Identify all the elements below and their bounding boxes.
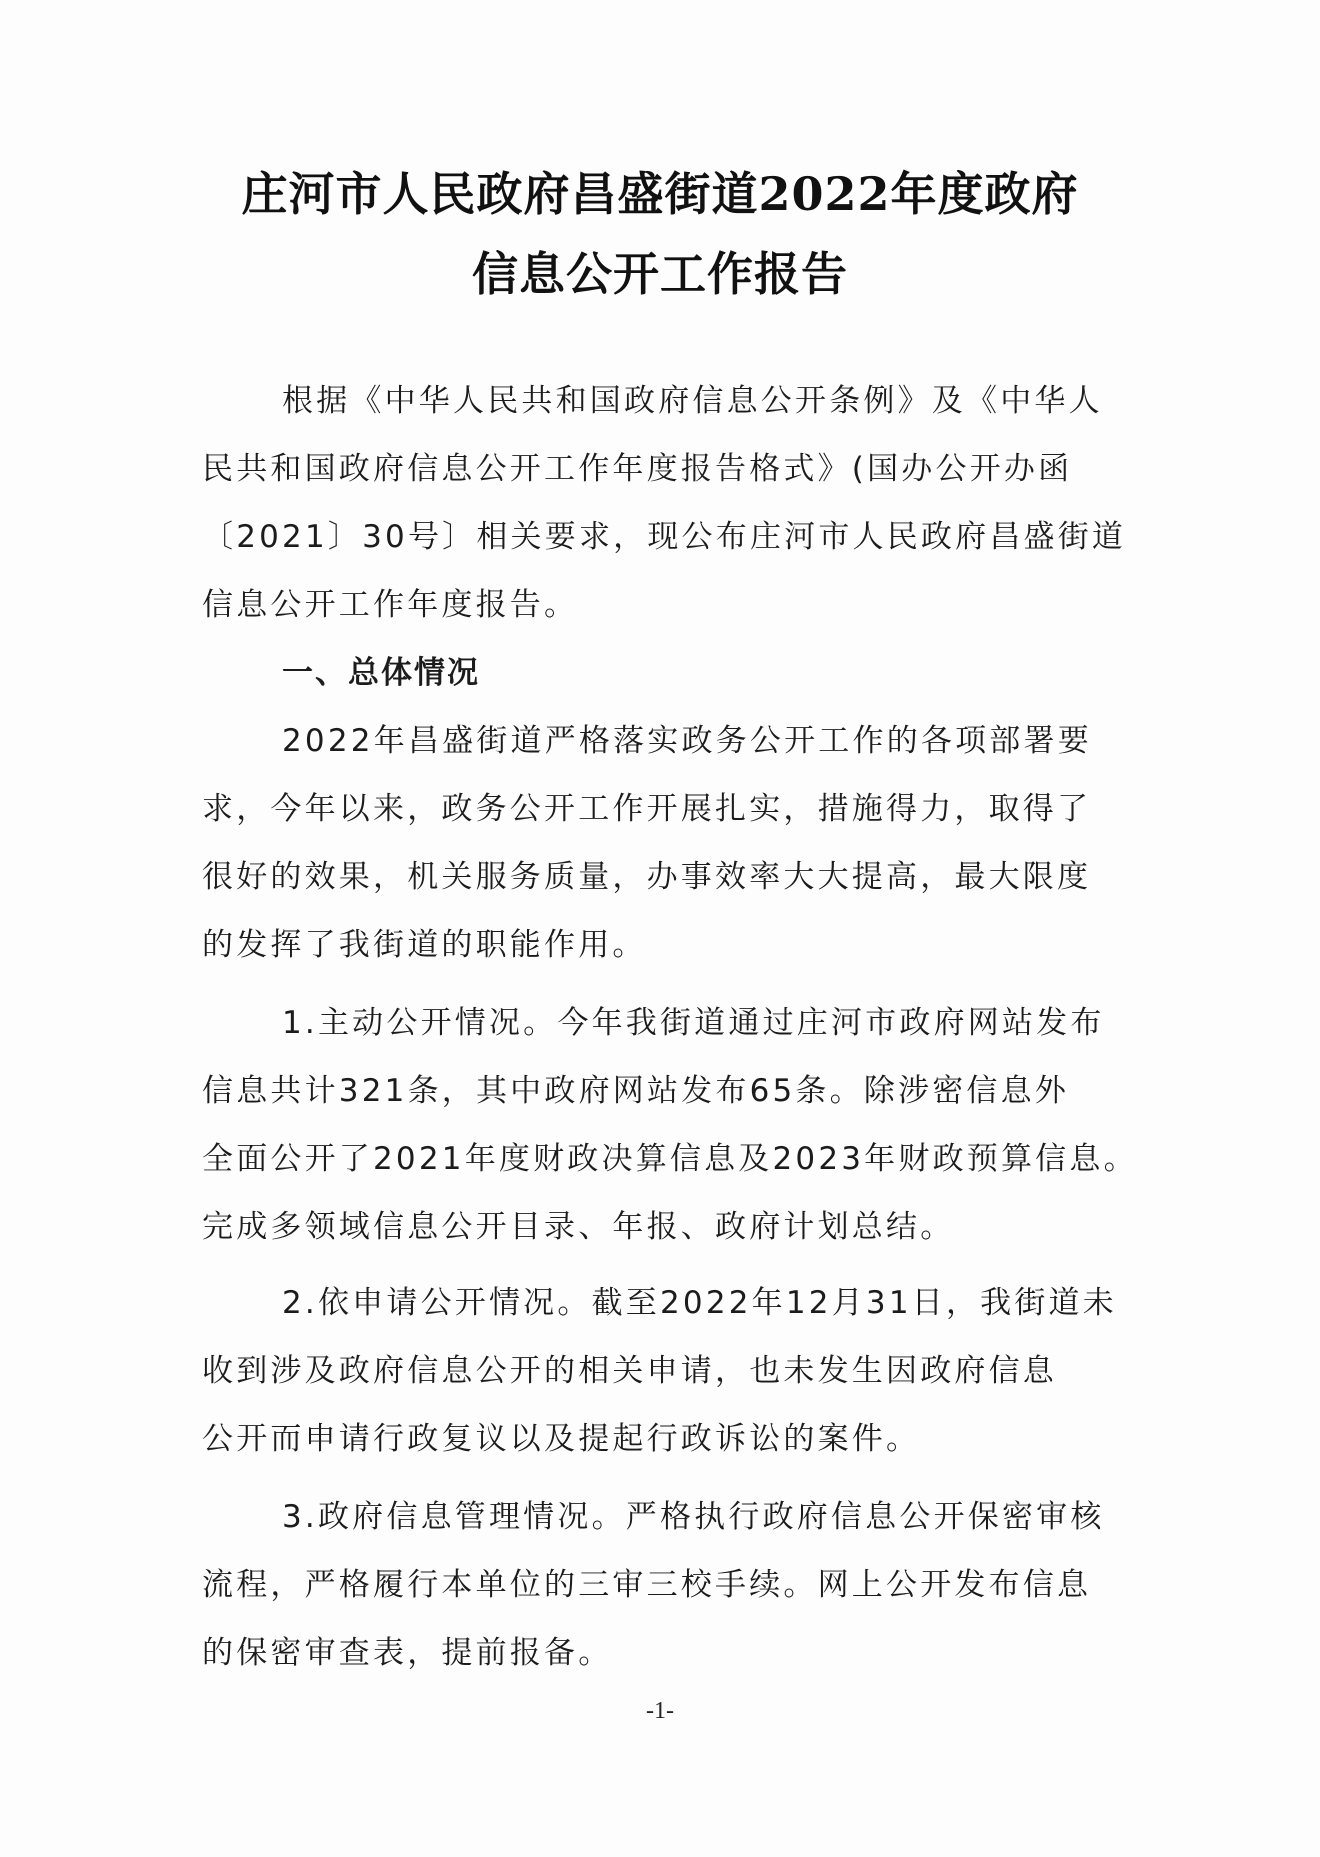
section1-line: 求，今年以来，政务公开工作开展扎实，措施得力，取得了 (202, 791, 1092, 827)
intro-line: 民共和国政府信息公开工作年度报告格式》(国办公开办函 (202, 451, 1073, 487)
section1-line: 2022年昌盛街道严格落实政务公开工作的各项部署要 (282, 723, 1092, 759)
intro-line: 信息公开工作年度报告。 (202, 587, 579, 623)
item2-line: 收到涉及政府信息公开的相关申请，也未发生因政府信息 (202, 1353, 1057, 1389)
item2-line: 公开而申请行政复议以及提起行政诉讼的案件。 (202, 1421, 921, 1457)
section1-line: 很好的效果，机关服务质量，办事效率大大提高，最大限度 (202, 859, 1092, 895)
item1-line: 1.主动公开情况。今年我街道通过庄河市政府网站发布 (282, 1005, 1105, 1041)
intro-line: 根据《中华人民共和国政府信息公开条例》及《中华人 (282, 383, 1103, 419)
document-title-line-2: 信息公开工作报告 (472, 247, 848, 301)
intro-line: 〔2021〕30号〕相关要求，现公布庄河市人民政府昌盛街道 (202, 519, 1127, 555)
item1-line: 信息共计321条，其中政府网站发布65条。除涉密信息外 (202, 1073, 1070, 1109)
item1-line: 全面公开了2021年度财政决算信息及2023年财政预算信息。 (202, 1141, 1138, 1177)
item3-line: 3.政府信息管理情况。严格执行政府信息公开保密审核 (282, 1499, 1105, 1535)
document-title-line-1: 庄河市人民政府昌盛街道2022年度政府 (241, 167, 1079, 221)
section1-line: 的发挥了我街道的职能作用。 (202, 927, 647, 963)
item2-line: 2.依申请公开情况。截至2022年12月31日，我街道未 (282, 1285, 1117, 1321)
section-heading: 一、总体情况 (282, 655, 480, 691)
item1-line: 完成多领域信息公开目录、年报、政府计划总结。 (202, 1209, 955, 1245)
item3-line: 的保密审查表，提前报备。 (202, 1635, 613, 1671)
item3-line: 流程，严格履行本单位的三审三校手续。网上公开发布信息 (202, 1567, 1092, 1603)
page-number: -1- (646, 1698, 674, 1724)
